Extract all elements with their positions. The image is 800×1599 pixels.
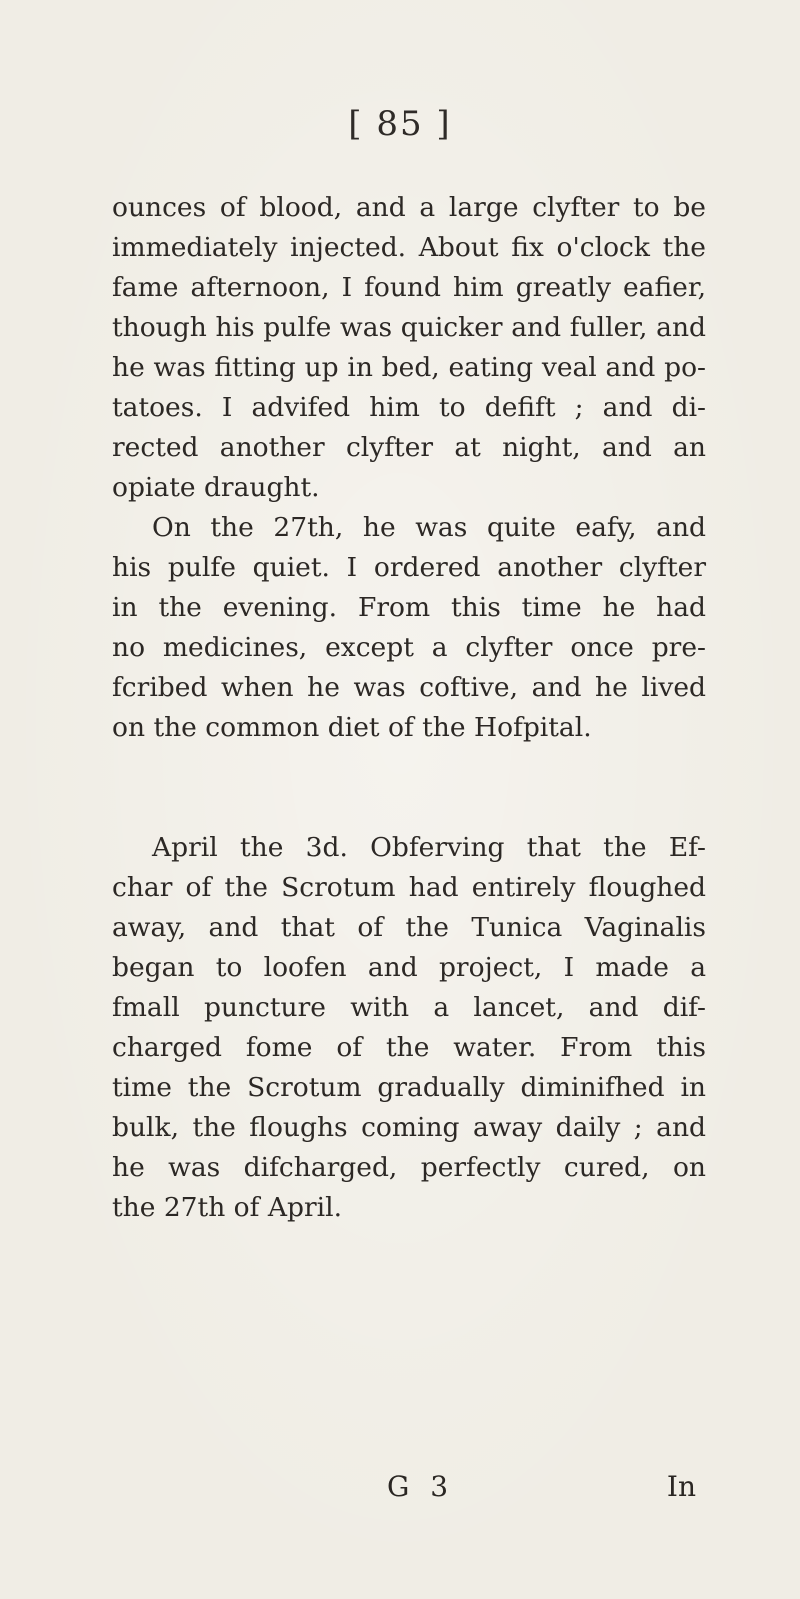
paragraph-3 <box>112 828 706 1228</box>
text-line: ounces of blood, and a large clyfter to be <box>112 192 706 223</box>
text-line: fame afternoon, I found him greatly eafier, <box>112 272 706 303</box>
paragraph-1 <box>112 188 706 508</box>
paragraph-2 <box>112 508 706 748</box>
signature-mark: G 3 <box>387 1470 455 1503</box>
text-line: he was difcharged, perfectly cured, on <box>112 1152 706 1183</box>
text-line: away, and that of the Tunica Vaginalis <box>112 912 706 943</box>
text-line: though his pulfe was quicker and fuller, and <box>112 312 706 343</box>
text-line: bulk, the floughs coming away daily ; and <box>112 1112 706 1143</box>
text-line: no medicines, except a clyfter once pre- <box>112 632 706 663</box>
text-line: April the 3d. Obferving that the Ef- <box>152 832 706 863</box>
text-line: on the common diet of the Hofpital. <box>112 712 592 743</box>
text-line: tatoes. I advifed him to defift ; and di- <box>112 392 706 423</box>
text-line: in the evening. From this time he had <box>112 592 706 623</box>
page-footer <box>112 1470 706 1510</box>
text-line: immediately injected. About fix o'clock the <box>112 232 706 263</box>
text-line: On the 27th, he was quite eafy, and <box>152 512 706 543</box>
page-number-header: [ 85 ] <box>348 104 452 144</box>
text-line: fcribed when he was coftive, and he lived <box>112 672 706 703</box>
text-line: time the Scrotum gradually diminifhed in <box>112 1072 706 1103</box>
catchword: In <box>666 1470 696 1503</box>
text-line: the 27th of April. <box>112 1192 343 1223</box>
text-line: opiate draught. <box>112 472 320 503</box>
text-line: his pulfe quiet. I ordered another clyfter <box>112 552 706 583</box>
text-line: he was fitting up in bed, eating veal and po- <box>112 352 706 383</box>
text-line: charged fome of the water. From this <box>112 1032 706 1063</box>
text-line: began to loofen and project, I made a <box>112 952 706 983</box>
text-line: rected another clyfter at night, and an <box>112 432 706 463</box>
text-line: char of the Scrotum had entirely floughed <box>112 872 706 903</box>
text-line: fmall puncture with a lancet, and dif- <box>112 992 706 1023</box>
